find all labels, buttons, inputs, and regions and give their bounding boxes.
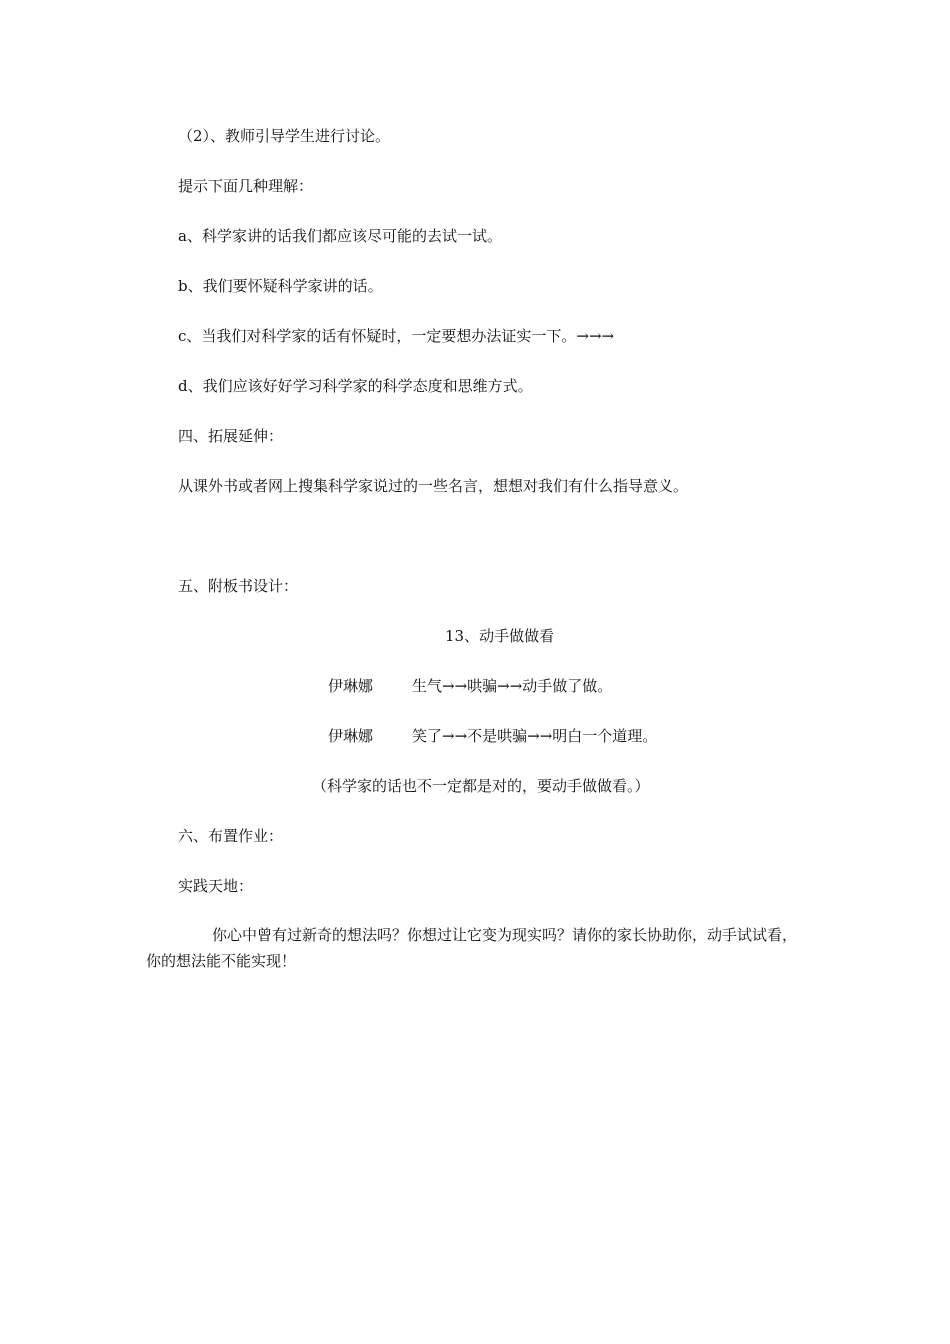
option-d: d、我们应该好好学习科学家的科学态度和思维方式。 bbox=[178, 377, 533, 395]
board-row-2-text: 笑了→→不是哄骗→→明白一个道理。 bbox=[412, 727, 658, 745]
homework-paragraph bbox=[146, 922, 811, 974]
section-four-heading: 四、拓展延伸： bbox=[178, 427, 284, 445]
hint-heading: 提示下面几种理解： bbox=[178, 177, 314, 195]
homework-paragraph-text: 你心中曾有过新奇的想法吗？你想过让它变为现实吗？请你的家长协助你，动手试试看，你的想法能不能实现！ bbox=[146, 926, 798, 970]
practice-heading: 实践天地： bbox=[178, 877, 254, 895]
option-c: c、当我们对科学家的话有怀疑时，一定要想办法证实一下。→→→ bbox=[178, 327, 615, 345]
board-row-2-name: 伊琳娜 bbox=[328, 727, 374, 745]
option-b: b、我们要怀疑科学家讲的话。 bbox=[178, 277, 383, 295]
board-row-1-text: 生气→→哄骗→→动手做了做。 bbox=[412, 677, 613, 695]
section-four-text: 从课外书或者网上搜集科学家说过的一些名言，想想对我们有什么指导意义。 bbox=[178, 477, 689, 495]
section-six-heading: 六、布置作业： bbox=[178, 827, 284, 845]
option-a: a、科学家讲的话我们都应该尽可能的去试一试。 bbox=[178, 227, 502, 245]
board-row-1-name: 伊琳娜 bbox=[328, 677, 374, 695]
discussion-guide-line: （2）、教师引导学生进行讨论。 bbox=[178, 127, 391, 145]
section-five-heading: 五、附板书设计： bbox=[178, 577, 299, 595]
board-note: （科学家的话也不一定都是对的，要动手做做看。） bbox=[312, 777, 650, 795]
board-title: 13、动手做做看 bbox=[445, 627, 555, 645]
